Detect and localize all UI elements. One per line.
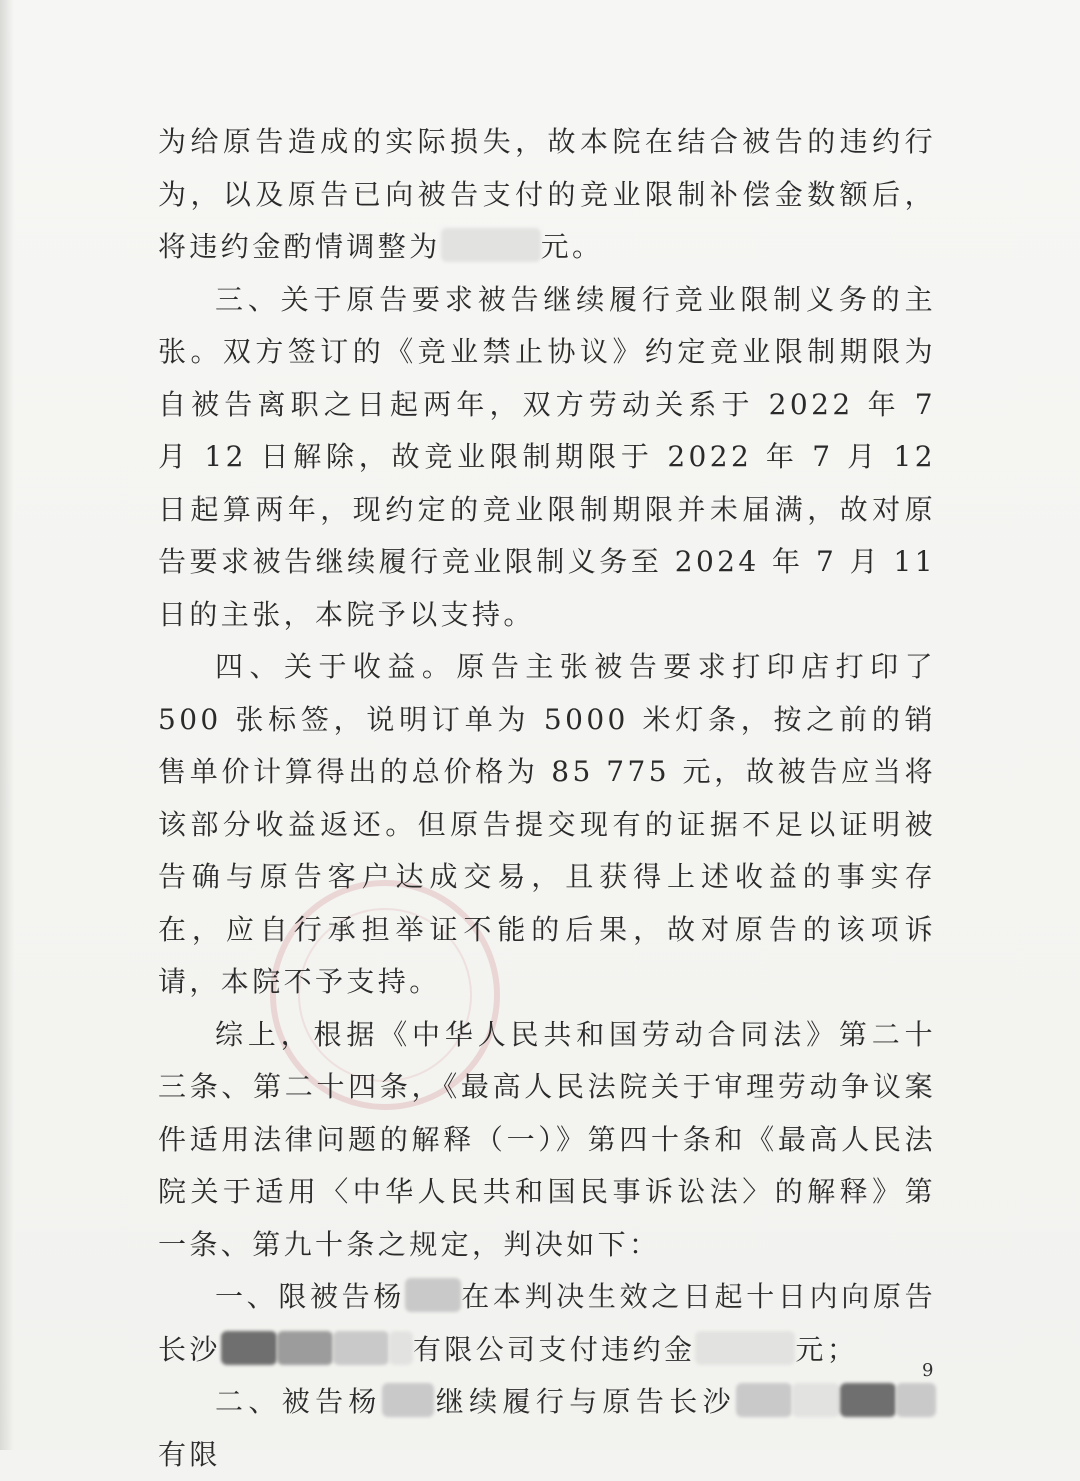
paragraph-text: 为给原告造成的实际损失，故本院在结合被告的违约行为，以及原告已向被告支付的竞业限制补偿金数额后，将违约金酌情调整为 [158,125,936,263]
redaction-block [382,1383,434,1417]
paragraph-text: 在本判决生效之日起十日内向原告长沙 [158,1280,936,1366]
paragraph-text: 继续履行与原告长沙 [433,1385,736,1418]
paragraph-p3 [158,641,936,1009]
redaction-block [792,1383,840,1417]
paragraph-p5 [158,1271,936,1376]
page-number: 9 [922,1360,934,1381]
redaction-block [441,228,541,262]
paragraph-text: 一、限被告杨 [215,1280,405,1313]
page-edge-shadow [0,0,14,1450]
paragraph-text: 元。 [540,230,604,263]
paragraph-text: 二、被告杨 [215,1385,382,1418]
redaction-block [221,1331,277,1365]
redaction-block [333,1331,389,1365]
redaction-block [389,1331,413,1365]
paragraph-text: 有限公司支付违约金 [412,1332,696,1366]
redaction-block [896,1383,936,1417]
redaction-block [736,1383,792,1417]
redaction-block [405,1278,461,1312]
paragraph-text: 三、关于原告要求被告继续履行竞业限制义务的主张。双方签订的《竞业禁止协议》约定竞业限制期限为自被告离职之日起两年，双方劳动关系于 2022 年 7 月 12 日解除，故竞业限制期限于 2022 年 7 月 12 日起算两年，现约定的竞业限制期限并未届满，故对原告要求被告继续履行竞业限制义务至 2024 年 7 月 11 日的主张，本院予以支持。 [158,282,936,631]
redaction-block [277,1331,333,1365]
paragraph-p6 [158,1376,936,1481]
paragraph-text: 元； [795,1332,859,1366]
paragraph-text: 有限 [158,1437,221,1471]
judgment-body [158,116,936,1481]
paragraph-p2 [158,274,936,642]
paragraph-p1 [158,116,936,274]
redaction-block [840,1383,896,1417]
paragraph-p4 [158,1009,936,1272]
paragraph-text: 四、关于收益。原告主张被告要求打印店打印了 500 张标签，说明订单为 5000 米灯条，按之前的销售单价计算得出的总价格为 85 775 元，故被告应当将该部分收益返还。但原告提交现有的证据不足以证明被告确与原告客户达成交易，且获得上述收益的事实存在，应自行承担举证不能的后果，故对原告的该项诉请，本院不予支持。 [158,650,936,998]
redaction-block [695,1331,795,1365]
paragraph-text: 综上，根据《中华人民共和国劳动合同法》第二十三条、第二十四条，《最高人民法院关于审理劳动争议案件适用法律问题的解释（一）》第四十条和《最高人民法院关于适用〈中华人民共和国民事诉讼法〉的解释》第一条、第九十条之规定，判决如下： [158,1017,936,1261]
